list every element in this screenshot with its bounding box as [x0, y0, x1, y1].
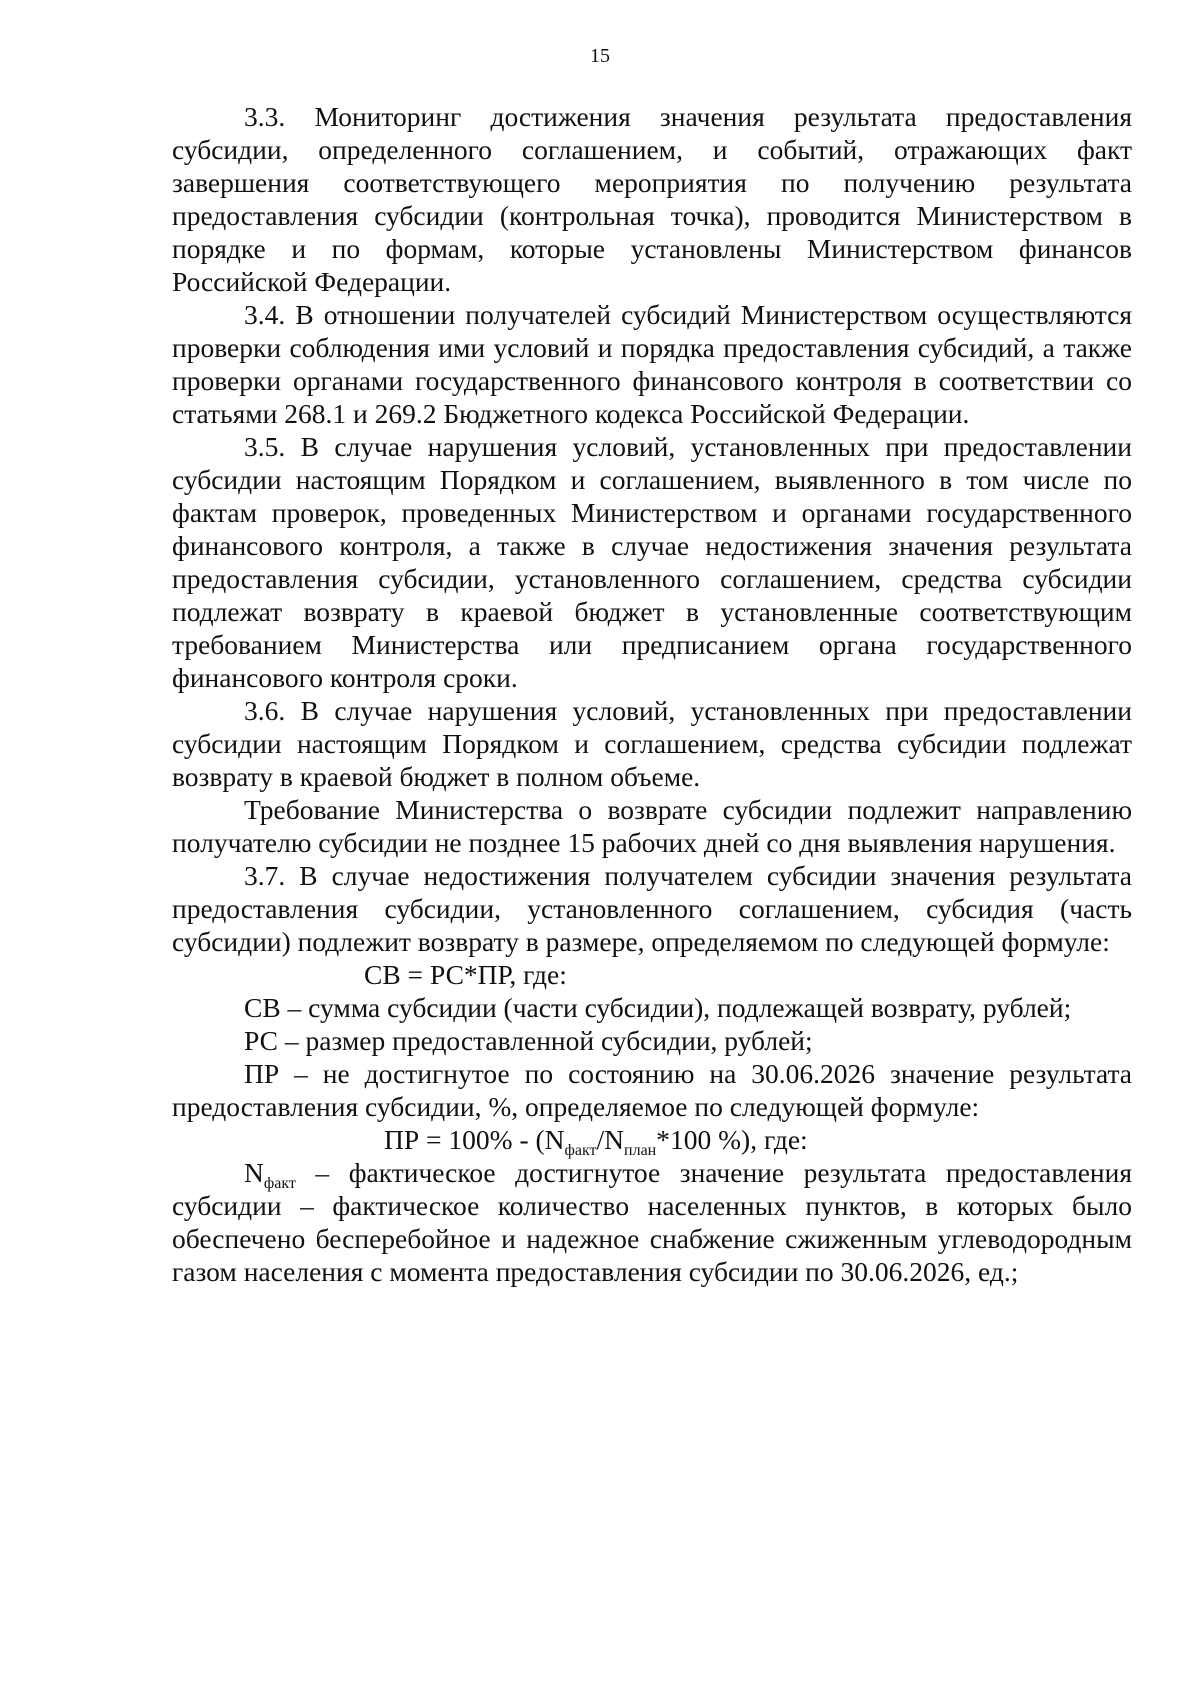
definition-nfact	[172, 1156, 1132, 1288]
nfact-text: – фактическое достигнутое значение результата предоставления субсидии – фактическое количество населенных пунктов, в которых было обеспечено бесперебойное и надежное снабжение сжиженным углеводородным газом населения с момента предоставления субсидии по 30.06.2026, ед.;	[172, 1157, 1132, 1287]
paragraph-3-3: 3.3. Мониторинг достижения значения результата предоставления субсидии, определенного соглашением, и событий, отражающих факт завершения соответствующего мероприятия по получению результата предоставления субсидии (контрольная точка), проводится Министерством в порядке и по формам, которые установлены Министерством финансов Российской Федерации.	[172, 101, 1132, 297]
formula-pr	[172, 1123, 1132, 1159]
definition-sv: СВ – сумма субсидии (части субсидии), подлежащей возврату, рублей;	[244, 992, 1072, 1023]
formula-pr-sub-fact: факт	[564, 1142, 597, 1159]
paragraph-3-4: 3.4. В отношении получателей субсидий Министерством осуществляются проверки соблюдения ими условий и порядка предоставления субсидий, а также проверки органами государственного финансового контроля в соответствии со статьями 268.1 и 269.2 Бюджетного кодекса Российской Федерации.	[172, 299, 1132, 429]
page-number: 15	[590, 45, 610, 67]
document-body	[172, 100, 1132, 1288]
formula-pr-slash: /N	[596, 1124, 625, 1155]
formula-sv: СВ = РС*ПР, где:	[364, 959, 567, 990]
paragraph-3-6: 3.6. В случае нарушения условий, установленных при предоставлении субсидии настоящим Порядком и соглашением, средства субсидии подлежат возврату в краевой бюджет в полном объеме.	[172, 695, 1132, 792]
paragraph-3-5: 3.5. В случае нарушения условий, установленных при предоставлении субсидии настоящим Порядком и соглашением, выявленного в том числе по фактам проверок, проведенных Министерством и органами государственного финансового контроля, а также в случае недостижения значения результата предоставления субсидии, установленного соглашением, средства субсидии подлежат возврату в краевой бюджет в установленные соответствующим требованием Министерства или предписанием органа государственного финансового контроля сроки.	[172, 431, 1132, 693]
definition-pr: ПР – не достигнутое по состоянию на 30.06.2026 значение результата предоставления субсидии, %, определяемое по следующей формуле:	[172, 1058, 1132, 1122]
definition-rs: РС – размер предоставленной субсидии, рублей;	[244, 1025, 813, 1056]
paragraph-requirement: Требование Министерства о возврате субсидии подлежит направлению получателю субсидии не позднее 15 рабочих дней со дня выявления нарушения.	[172, 794, 1132, 858]
formula-pr-sub-plan: план	[624, 1142, 657, 1159]
nfact-sub: факт	[263, 1175, 296, 1192]
formula-pr-rhs: *100 %), где:	[656, 1124, 808, 1155]
nfact-symbol: N	[244, 1157, 264, 1188]
formula-pr-lhs: ПР = 100% - (N	[384, 1124, 565, 1155]
paragraph-3-7: 3.7. В случае недостижения получателем субсидии значения результата предоставления субсидии, установленного соглашением, субсидия (часть субсидии) подлежит возврату в размере, определяемом по следующей формуле:	[172, 860, 1132, 957]
